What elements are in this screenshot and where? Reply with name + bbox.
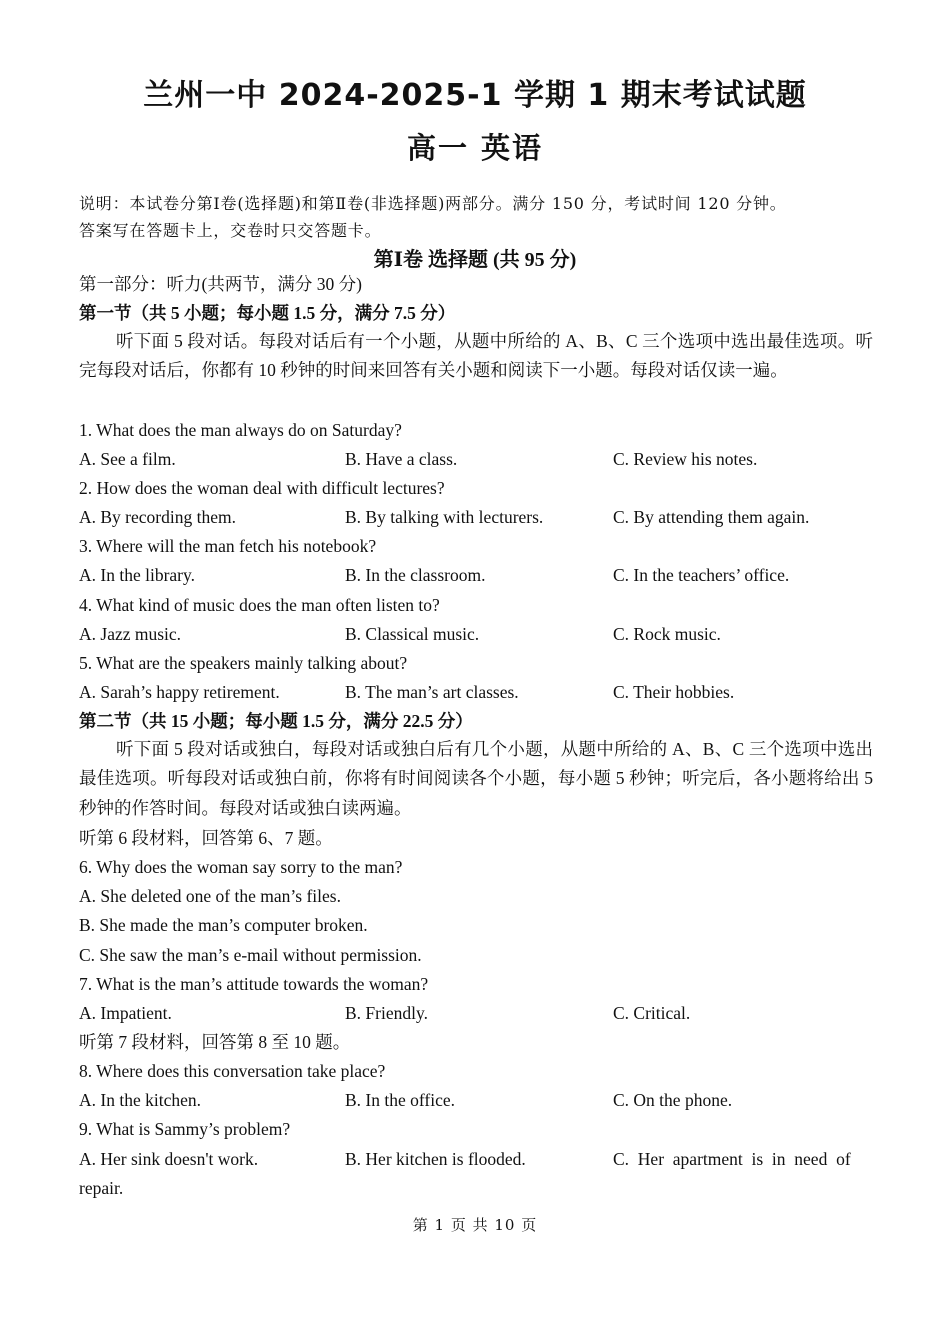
section-1-heading: 第一节（共 5 小题；每小题 1.5 分，满分 7.5 分） (79, 303, 456, 323)
part-1-heading: 第一部分：听力(共两节，满分 30 分) (79, 274, 362, 294)
question-8-option-c: C. On the phone. (613, 1090, 733, 1110)
material-7-instruction: 听第 7 段材料，回答第 8 至 10 题。 (79, 1032, 351, 1052)
question-5-option-b: B. The man’s art classes. (345, 682, 519, 702)
question-1: 1. What does the man always do on Saturday? (79, 420, 402, 440)
question-4: 4. What kind of music does the man often listen to? (79, 595, 440, 615)
question-9-option-c-continued: repair. (79, 1178, 124, 1198)
question-3-option-b: B. In the classroom. (345, 565, 486, 585)
question-7-option-b: B. Friendly. (345, 1003, 428, 1023)
material-6-instruction: 听第 6 段材料，回答第 6、7 题。 (79, 828, 333, 848)
question-6-option-b: B. She made the man’s computer broken. (79, 915, 368, 935)
question-3: 3. Where will the man fetch his notebook? (79, 536, 377, 556)
question-2: 2. How does the woman deal with difficult lectures? (79, 478, 445, 498)
volume-1-heading: 第Ⅰ卷 选择题 (共 95 分) (373, 249, 577, 271)
question-2-option-a: A. By recording them. (79, 507, 236, 527)
question-2-option-c: C. By attending them again. (613, 507, 810, 527)
section-1-directions: 听下面 5 段对话。每段对话后有一个小题，从题中所给的 A、B、C 三个选项中选出最佳选项。听完每段对话后，你都有 10 秒钟的时间来回答有关小题和阅读下一小题。每段对话仅读一遍。 (79, 331, 873, 381)
question-8-option-a: A. In the kitchen. (79, 1090, 201, 1110)
question-7-option-c: C. Critical. (613, 1003, 691, 1023)
question-6: 6. Why does the woman say sorry to the man? (79, 857, 403, 877)
exam-subtitle: 高一 英语 (406, 131, 544, 165)
instructions-line-1: 说明：本试卷分第Ⅰ卷(选择题)和第Ⅱ卷(非选择题)两部分。满分 150 分，考试时间 120 分钟。 (79, 194, 787, 213)
instructions-line-2: 答案写在答题卡上，交卷时只交答题卡。 (79, 221, 382, 240)
question-7-option-a: A. Impatient. (79, 1003, 172, 1023)
exam-title: 兰州一中 2024-2025-1 学期 1 期末考试试题 (143, 78, 807, 113)
question-3-option-a: A. In the library. (79, 565, 195, 585)
question-5: 5. What are the speakers mainly talking about? (79, 653, 408, 673)
section-2-heading: 第二节（共 15 小题；每小题 1.5 分，满分 22.5 分） (79, 711, 473, 731)
question-8-option-b: B. In the office. (345, 1090, 455, 1110)
question-8: 8. Where does this conversation take place? (79, 1061, 386, 1081)
page-footer: 第 1 页 共 10 页 (412, 1216, 538, 1234)
question-4-option-c: C. Rock music. (613, 624, 721, 644)
question-4-option-b: B. Classical music. (345, 624, 480, 644)
question-9-option-b: B. Her kitchen is flooded. (345, 1149, 526, 1169)
question-6-option-a: A. She deleted one of the man’s files. (79, 886, 341, 906)
question-4-option-a: A. Jazz music. (79, 624, 182, 644)
question-2-option-b: B. By talking with lecturers. (345, 507, 544, 527)
question-9: 9. What is Sammy’s problem? (79, 1119, 291, 1139)
question-7: 7. What is the man’s attitude towards the woman? (79, 974, 429, 994)
question-9-option-a: A. Her sink doesn't work. (79, 1149, 259, 1169)
question-5-option-a: A. Sarah’s happy retirement. (79, 682, 280, 702)
question-6-option-c: C. She saw the man’s e-mail without permission. (79, 945, 422, 965)
section-2-directions: 听下面 5 段对话或独白，每段对话或独白后有几个小题，从题中所给的 A、B、C 三个选项中选出最佳选项。听每段对话或独白前，你将有时间阅读各个小题，每小题 5 秒钟；听完后，各小题将给出 5 秒钟的作答时间。每段对话或独白读两遍。 (79, 739, 873, 818)
question-3-option-c: C. In the teachers’ office. (613, 565, 790, 585)
question-1-option-c: C. Review his notes. (613, 449, 758, 469)
question-1-option-b: B. Have a class. (345, 449, 458, 469)
question-1-option-a: A. See a film. (79, 449, 176, 469)
question-9-option-c: C. Her apartment is in need of (613, 1149, 851, 1169)
question-5-option-c: C. Their hobbies. (613, 682, 735, 702)
